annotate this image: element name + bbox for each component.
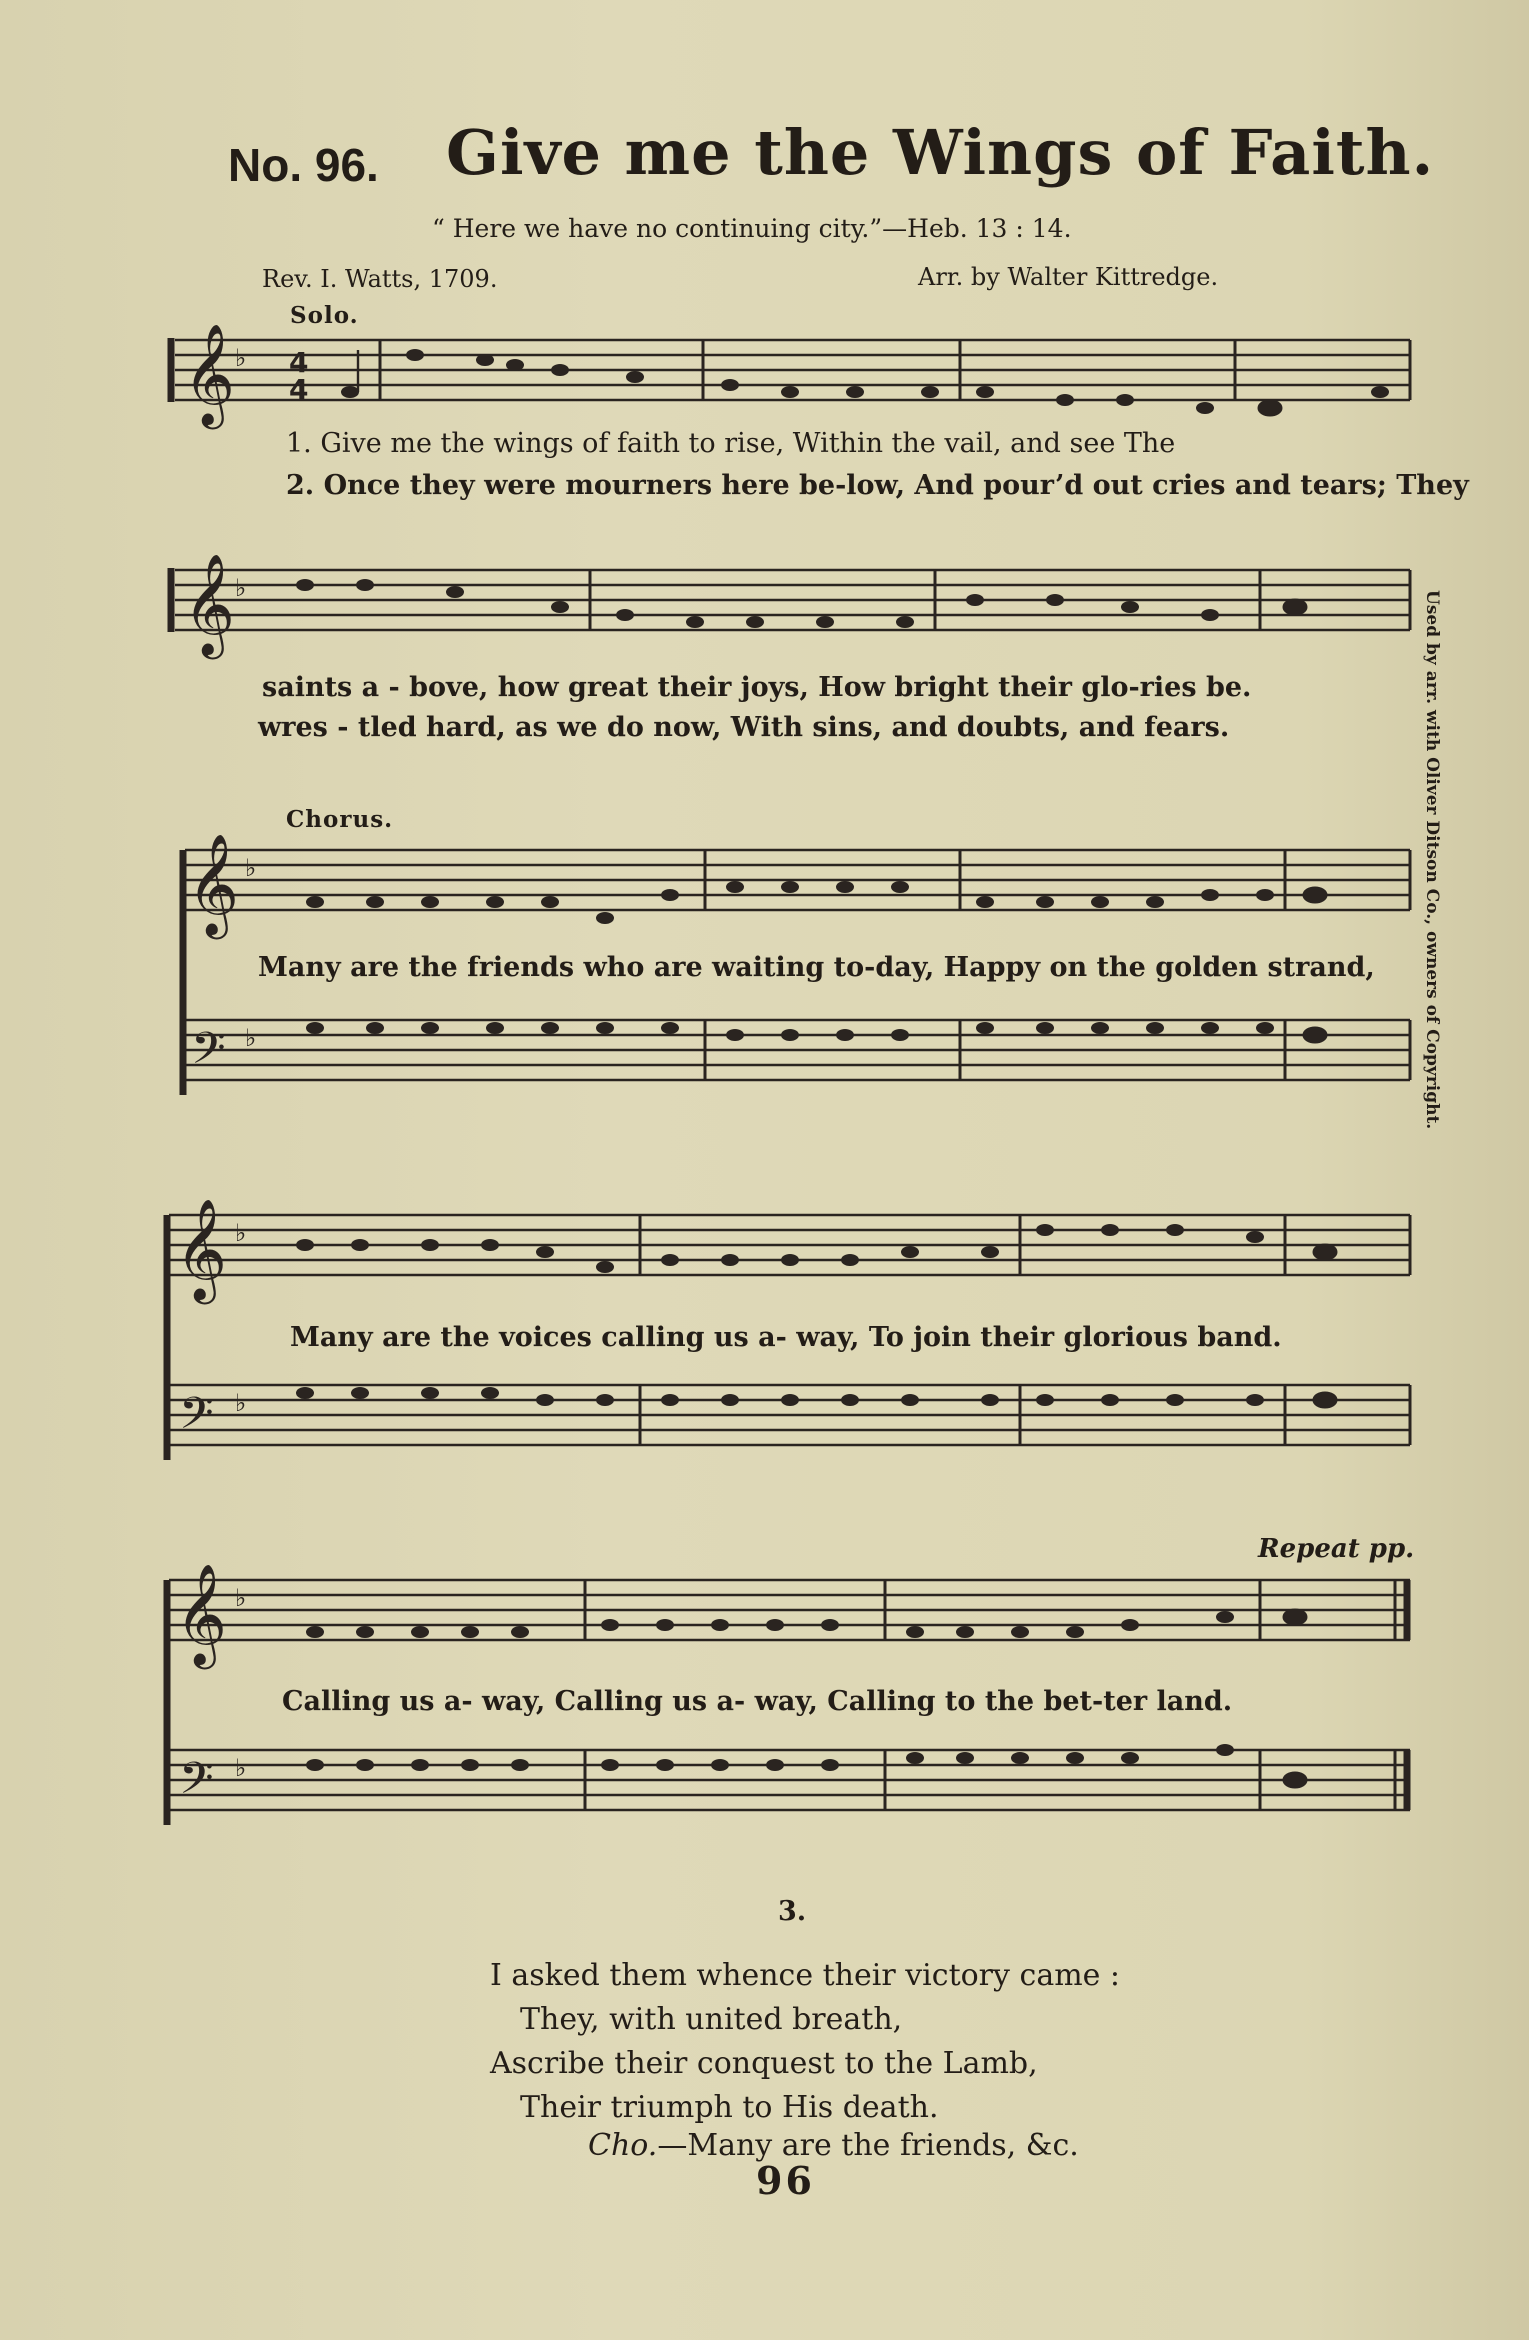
lyrics-chorus-3: Calling us a- way, Calling us a- way, Calling to the bet-ter land. [282, 1686, 1233, 1717]
verse-3-number: 3. [778, 1896, 807, 1927]
treble-clef-icon: 𝄞 [187, 832, 240, 935]
verse-3-line-4: Their triumph to His death. [520, 2090, 939, 2125]
lyrics-chorus-1: Many are the friends who are waiting to-day, Happy on the golden strand, [258, 952, 1375, 983]
flat-icon: ♭ [235, 1754, 247, 1782]
treble-clef-icon: 𝄞 [183, 322, 236, 425]
bass-clef-icon: 𝄢 [179, 1752, 214, 1815]
chorus-reference-label: Cho. [588, 2128, 658, 2163]
staff-system-1 [165, 322, 1420, 440]
bass-clef-icon: 𝄢 [179, 1387, 214, 1450]
flat-icon: ♭ [235, 574, 247, 602]
time-signature-top: 4 [289, 346, 309, 379]
verse-3-line-2: They, with united breath, [520, 2002, 903, 2037]
verse-3-line-1: I asked them whence their victory came : [490, 1958, 1121, 1993]
hymn-page: No. 96. Give me the Wings of Faith. “ Here we have no continuing city.”—Heb. 13 : 14. Rev. I. Watts, 1709. Arr. by Walter Kittredge. Solo. 𝄞 ♭ 4 4 1. Give me the wings of faith to rise, Within the vail, and see The 2. Once they were mourners here be-low, And pour’d out cries and tears; They 𝄞 ♭ saints a - bove, how great their joys, How bright their glo-ries be. wres - tled hard, as we do now, With sins, and doubts, and fears. Chorus. 𝄞 ♭ 𝄢 ♭ Many are the friends who are waiting to-day, Happy on the golden strand, 𝄞 ♭ 𝄢 ♭ Many are the voices calling us a- way, To join their glorious band. Repeat pp. 𝄞 ♭ 𝄢 ♭ Calling us a- way, Calling us a- way, Calling to the bet-ter land. Used by arr. with Oliver Ditson Co., owners of Copyright. 3. I asked them whence their victory came : They, with united breath, Ascribe their conquest to the Lamb, Their triumph to His death. Cho.—Many are the friends, &c. 96 [0, 0, 1529, 2340]
staff-system-2 [165, 552, 1420, 670]
author-credit: Rev. I. Watts, 1709. [262, 265, 498, 293]
flat-icon: ♭ [245, 1024, 257, 1052]
chorus-reference-text: —Many are the friends, &c. [657, 2128, 1079, 2163]
arranger-credit: Arr. by Walter Kittredge. [918, 263, 1219, 291]
verse-3-line-3: Ascribe their conquest to the Lamb, [490, 2046, 1038, 2081]
flat-icon: ♭ [235, 344, 247, 372]
repeat-marking: Repeat pp. [1258, 1534, 1415, 1564]
chorus-label: Chorus. [286, 806, 394, 833]
lyrics-s2-verse2: wres - tled hard, as we do now, With sins, and doubts, and fears. [258, 712, 1230, 743]
notes-system-2 [296, 579, 1306, 628]
bass-clef-icon: 𝄢 [191, 1022, 226, 1085]
lyrics-s1-verse1: 1. Give me the wings of faith to rise, Within the vail, and see The [286, 428, 1176, 459]
flat-icon: ♭ [235, 1584, 247, 1612]
solo-label: Solo. [290, 302, 359, 329]
time-signature-bottom: 4 [289, 373, 309, 406]
notes-system-1 [341, 349, 1389, 415]
chorus-reference [588, 2128, 1079, 2163]
flat-icon: ♭ [235, 1219, 247, 1247]
flat-icon: ♭ [235, 1389, 247, 1417]
page-number: 96 [756, 2158, 815, 2203]
notes-chorus-2 [296, 1224, 1336, 1407]
hymn-title: Give me the Wings of Faith. [446, 116, 1435, 189]
treble-clef-icon: 𝄞 [175, 1197, 228, 1300]
lyrics-s1-verse2: 2. Once they were mourners here be-low, And pour’d out cries and tears; They [286, 470, 1469, 501]
lyrics-chorus-2: Many are the voices calling us a- way, To join their glorious band. [290, 1322, 1282, 1353]
treble-clef-icon: 𝄞 [175, 1562, 228, 1665]
hymn-number: No. 96. [228, 139, 379, 191]
epigraph: “ Here we have no continuing city.”—Heb. 13 : 14. [432, 214, 1072, 243]
treble-clef-icon: 𝄞 [183, 552, 236, 655]
lyrics-s2-verse1: saints a - bove, how great their joys, How bright their glo-ries be. [262, 672, 1252, 703]
flat-icon: ♭ [245, 854, 257, 882]
